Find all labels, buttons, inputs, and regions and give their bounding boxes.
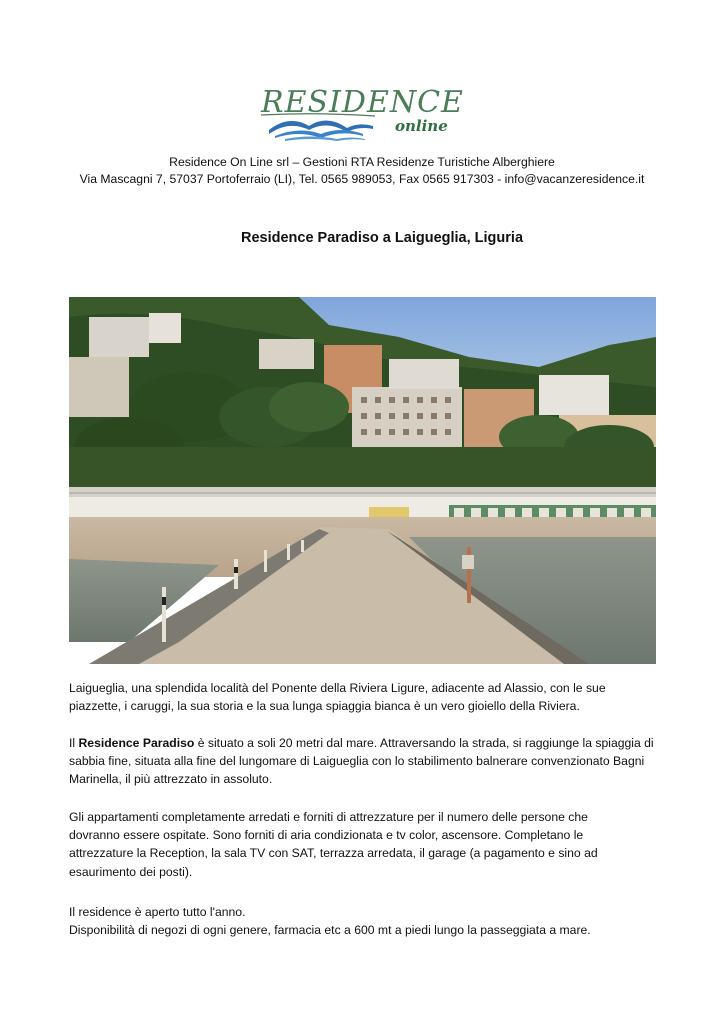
address-line: Via Mascagni 7, 57037 Portoferraio (LI), Tel. 0565 989053, Fax 0565 917303 - info@vacanzeresidence.it	[79, 172, 645, 186]
paragraph-line: Il residence è aperto tutto l'anno.	[69, 905, 246, 919]
paragraph-line: sabbia fine, situata alla fine del lungomare di Laigueglia con lo stabilimento balnerare convenzionato Bagni	[69, 754, 645, 769]
paragraph-line: piazzette, i caruggi, la sua storia e la sua lunga spiaggia bianca è un vero gioiello della Riviera.	[69, 699, 580, 714]
logo-tagline: online	[395, 117, 448, 135]
text-rest: è situato a soli 20 metri dal mare. Attraversando la strada, si raggiunge la spiaggia di	[194, 736, 654, 750]
paragraph-line: Marinella, il più attrezzato in assoluto.	[69, 772, 273, 787]
page-title: Residence Paradiso a Laigueglia, Liguria	[240, 230, 524, 246]
logo-graphic	[255, 82, 470, 142]
paragraph-line	[69, 734, 659, 752]
beach-photo-image	[69, 297, 656, 664]
text-prefix: Il	[69, 736, 79, 750]
paragraph-line: Gli appartamenti completamente arredati e forniti di attrezzature per il numero delle persone che	[69, 810, 588, 824]
paragraph-amenities	[69, 808, 659, 881]
paragraph-availability	[69, 903, 659, 939]
waves-icon	[269, 120, 373, 141]
paragraph-line: Laigueglia, una splendida località del Ponente della Riviera Ligure, adiacente ad Alassio, con le sue	[69, 681, 606, 695]
paragraph-line: dovranno essere ospitate. Sono forniti di aria condizionata e tv color, ascensore. Completano le	[69, 828, 584, 843]
paragraph-intro	[69, 679, 659, 715]
paragraph-line: attrezzature la Reception, la sala TV con SAT, terrazza arredata, il garage (a pagamento e sino ad	[69, 846, 598, 861]
residence-name: Residence Paradiso	[78, 736, 195, 750]
residence-online-logo	[255, 82, 470, 142]
logo-wordmark: RESIDENCE	[261, 85, 464, 120]
paragraph-location	[69, 734, 659, 789]
beach-photo	[69, 297, 656, 664]
company-line: Residence On Line srl – Gestioni RTA Residenze Turistiche Alberghiere	[169, 155, 555, 169]
paragraph-line: esaurimento dei posti).	[69, 864, 193, 879]
paragraph-line: Disponibilità di negozi di ogni genere, farmacia etc a 600 mt a piedi lungo la passeggiata a mare.	[69, 923, 591, 938]
